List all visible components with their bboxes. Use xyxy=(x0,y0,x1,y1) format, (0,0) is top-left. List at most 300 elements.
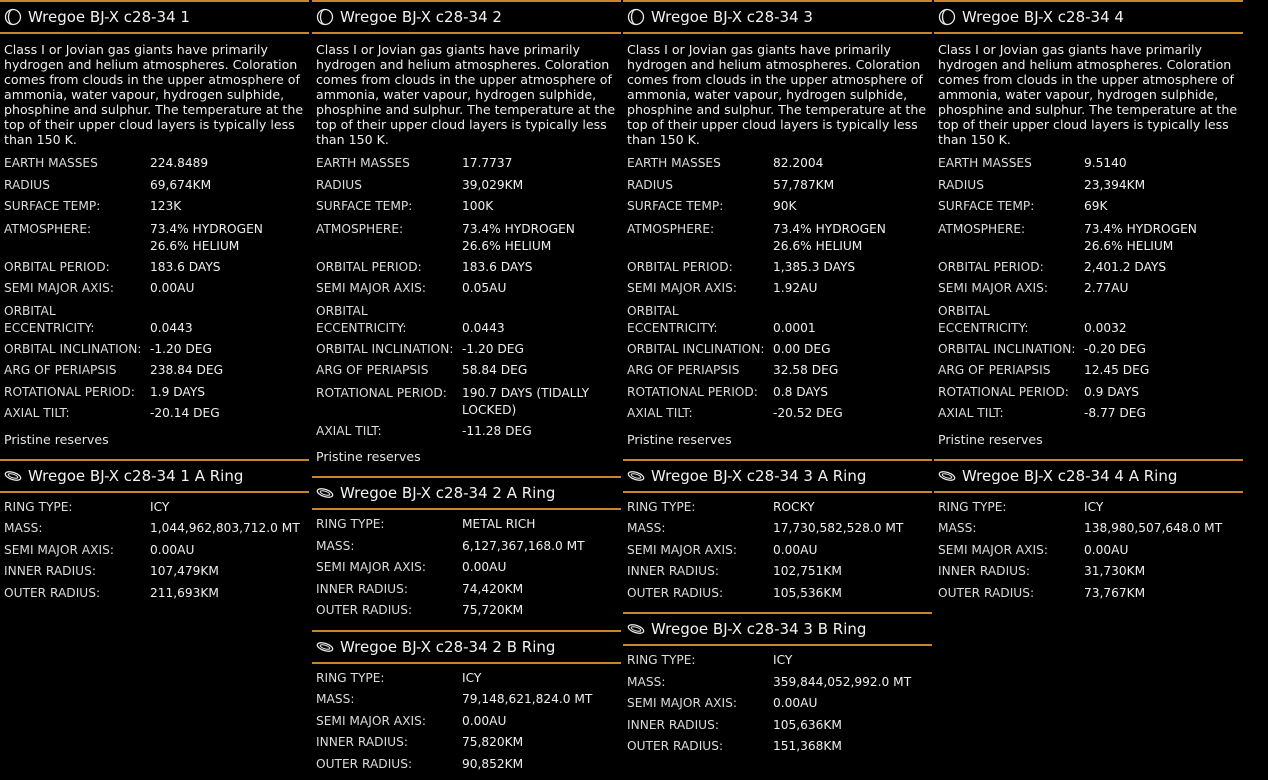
ring-inner-radius-value: 31,730KM xyxy=(1084,564,1146,578)
ring-stats xyxy=(312,514,621,622)
atmosphere-value xyxy=(1084,221,1239,256)
ring-icon xyxy=(316,638,334,656)
planet-description: Class I or Jovian gas giants have primarily hydrogen and helium atmospheres. Coloration comes from clouds in the upper atmosphere of ammonia, water vapour, hydrogen sulphide, phosphine and sulphur. The temperature at the top of their upper cloud layers is typically less than 150 K. xyxy=(4,42,304,147)
ring-header[interactable] xyxy=(623,459,932,493)
orbital-eccentricity-value xyxy=(462,303,617,338)
ring-title: Wregoe BJ-X c28-34 1 A Ring xyxy=(28,466,244,485)
ring-outer-radius-value: 105,536KM xyxy=(773,585,842,600)
planet-panel xyxy=(623,0,932,758)
ring-inner-radius-label: INNER RADIUS: xyxy=(316,581,408,596)
ring-type-label: RING TYPE: xyxy=(316,517,385,531)
semi-major-axis-label: SEMI MAJOR AXIS: xyxy=(938,281,1048,295)
earth-masses-label: EARTH MASSES xyxy=(316,156,410,170)
planet-title: Wregoe BJ-X c28-34 2 xyxy=(340,8,502,26)
surface-temp-row xyxy=(312,196,621,218)
ring-mass-value: 17,730,582,528.0 MT xyxy=(773,521,904,535)
atmosphere-row xyxy=(312,218,621,257)
ring-mass-value: 138,980,507,648.0 MT xyxy=(1084,521,1223,535)
ring-title: Wregoe BJ-X c28-34 4 A Ring xyxy=(962,466,1178,485)
surface-temp-value: 90K xyxy=(773,199,797,213)
ring-type-label: RING TYPE: xyxy=(316,670,385,685)
surface-temp-row xyxy=(934,196,1243,218)
ring-semi-major-axis-row xyxy=(623,693,932,715)
orbital-inclination-value: 0.00 DEG xyxy=(773,341,831,356)
rotational-period-line2: LOCKED) xyxy=(462,403,517,417)
ring-type-label: RING TYPE: xyxy=(627,499,696,514)
planet-stats xyxy=(0,153,309,425)
ring-header[interactable] xyxy=(934,459,1243,493)
atmosphere-value xyxy=(462,221,617,256)
ring-icon xyxy=(316,484,334,502)
ring-semi-major-axis-label: SEMI MAJOR AXIS: xyxy=(938,542,1048,557)
ring-semi-major-axis-value: 0.00AU xyxy=(462,560,507,574)
ring-outer-radius-label: OUTER RADIUS: xyxy=(627,739,724,753)
atmosphere-label: ATMOSPHERE: xyxy=(938,221,1026,236)
ring-inner-radius-value: 102,751KM xyxy=(773,564,842,578)
arg-of-periapsis-value: 32.58 DEG xyxy=(773,363,839,377)
ring-mass-label: MASS: xyxy=(316,692,355,706)
orbital-inclination-label: ORBITAL INCLINATION: xyxy=(4,341,142,356)
radius-value: 69,674KM xyxy=(150,177,212,192)
ring-mass-row xyxy=(312,689,621,711)
ring-outer-radius-label: OUTER RADIUS: xyxy=(627,585,724,600)
orbital-eccentricity-number: 0.0443 xyxy=(150,321,193,335)
ring-mass-value: 79,148,621,824.0 MT xyxy=(462,692,593,706)
ring-semi-major-axis-row xyxy=(0,540,309,562)
planet-description: Class I or Jovian gas giants have primarily hydrogen and helium atmospheres. Coloration comes from clouds in the upper atmosphere of ammonia, water vapour, hydrogen sulphide, phosphine and sulphur. The temperature at the top of their upper cloud layers is typically less than 150 K. xyxy=(627,42,927,147)
axial-tilt-label: AXIAL TILT: xyxy=(316,423,382,438)
radius-label: RADIUS xyxy=(316,177,362,192)
arg-of-periapsis-label: ARG OF PERIAPSIS xyxy=(316,363,429,377)
orbital-eccentricity-number: 0.0032 xyxy=(1084,321,1127,335)
planet-icon xyxy=(938,8,956,26)
ring-icon xyxy=(4,467,22,485)
rotational-period-label: ROTATIONAL PERIOD: xyxy=(4,384,135,399)
orbital-period-row xyxy=(934,257,1243,279)
orbital-inclination-row xyxy=(934,339,1243,361)
surface-temp-value: 69K xyxy=(1084,199,1108,213)
planet-description: Class I or Jovian gas giants have primarily hydrogen and helium atmospheres. Coloration comes from clouds in the upper atmosphere of ammonia, water vapour, hydrogen sulphide, phosphine and sulphur. The temperature at the top of their upper cloud layers is typically less than 150 K. xyxy=(938,42,1238,147)
orbital-eccentricity-label xyxy=(4,303,150,338)
orbital-eccentricity-label-line1: ORBITAL xyxy=(627,303,679,318)
rotational-period-value: 1.9 DAYS xyxy=(150,384,205,399)
planet-stats xyxy=(623,153,932,425)
atmosphere-hydrogen: 73.4% HYDROGEN xyxy=(150,221,263,236)
ring-icon xyxy=(627,467,645,485)
planet-header[interactable] xyxy=(0,0,309,34)
ring-semi-major-axis-row xyxy=(934,540,1243,562)
ring-inner-radius-label: INNER RADIUS: xyxy=(4,564,96,578)
semi-major-axis-value: 0.05AU xyxy=(462,281,507,295)
ring-semi-major-axis-label: SEMI MAJOR AXIS: xyxy=(316,560,426,574)
radius-row xyxy=(623,175,932,197)
ring-inner-radius-label: INNER RADIUS: xyxy=(627,717,719,732)
orbital-period-label: ORBITAL PERIOD: xyxy=(938,259,1044,274)
planet-stats xyxy=(934,153,1243,425)
ring-stats xyxy=(623,497,932,605)
ring-header[interactable] xyxy=(312,476,621,510)
ring-header[interactable] xyxy=(623,612,932,646)
axial-tilt-label: AXIAL TILT: xyxy=(938,406,1004,420)
rotational-period-label: ROTATIONAL PERIOD: xyxy=(938,384,1069,399)
earth-masses-label: EARTH MASSES xyxy=(4,156,98,170)
earth-masses-value: 9.5140 xyxy=(1084,156,1127,170)
earth-masses-row xyxy=(623,153,932,175)
orbital-eccentricity-row xyxy=(0,300,309,339)
ring-type-label: RING TYPE: xyxy=(627,653,696,667)
atmosphere-value xyxy=(150,221,305,256)
planet-icon xyxy=(316,8,334,26)
ring-outer-radius-label: OUTER RADIUS: xyxy=(938,585,1035,600)
ring-type-value: ICY xyxy=(462,670,482,685)
orbital-period-value: 2,401.2 DAYS xyxy=(1084,259,1167,274)
orbital-eccentricity-label xyxy=(316,303,462,338)
orbital-eccentricity-label-line1: ORBITAL xyxy=(316,303,368,318)
atmosphere-helium: 26.6% HELIUM xyxy=(462,239,552,253)
ring-outer-radius-label: OUTER RADIUS: xyxy=(316,603,413,617)
radius-value: 57,787KM xyxy=(773,177,835,192)
atmosphere-label: ATMOSPHERE: xyxy=(627,221,715,236)
ring-panel xyxy=(312,630,621,776)
rotational-period-line1: 190.7 DAYS (TIDALLY xyxy=(462,385,590,400)
orbital-eccentricity-label-line2: ECCENTRICITY: xyxy=(4,321,95,335)
orbital-period-value: 1,385.3 DAYS xyxy=(773,259,856,274)
ring-semi-major-axis-value: 0.00AU xyxy=(462,713,507,728)
ring-type-row xyxy=(623,650,932,672)
ring-mass-label: MASS: xyxy=(627,674,666,689)
orbital-eccentricity-number: 0.0443 xyxy=(462,321,505,335)
axial-tilt-value: -20.52 DEG xyxy=(773,406,843,420)
ring-mass-row xyxy=(623,518,932,540)
ring-mass-row xyxy=(623,672,932,694)
planet-title: Wregoe BJ-X c28-34 4 xyxy=(962,8,1124,26)
orbital-period-value: 183.6 DAYS xyxy=(462,259,533,274)
axial-tilt-label: AXIAL TILT: xyxy=(627,406,693,420)
rotational-period-value xyxy=(462,385,617,420)
earth-masses-label: EARTH MASSES xyxy=(627,156,721,170)
ring-outer-radius-value: 75,720KM xyxy=(462,603,524,617)
ring-outer-radius-row xyxy=(312,754,621,776)
orbital-inclination-row xyxy=(0,339,309,361)
arg-of-periapsis-value: 12.45 DEG xyxy=(1084,363,1150,377)
ring-stats xyxy=(623,650,932,758)
orbital-eccentricity-label-line1: ORBITAL xyxy=(4,303,56,318)
ring-outer-radius-value: 90,852KM xyxy=(462,756,524,771)
radius-row xyxy=(934,175,1243,197)
orbital-period-row xyxy=(623,257,932,279)
ring-inner-radius-label: INNER RADIUS: xyxy=(316,735,408,749)
atmosphere-hydrogen: 73.4% HYDROGEN xyxy=(462,221,575,236)
ring-type-row xyxy=(934,497,1243,519)
ring-inner-radius-value: 105,636KM xyxy=(773,717,842,732)
ring-mass-label: MASS: xyxy=(316,538,355,553)
orbital-eccentricity-label xyxy=(627,303,773,338)
ring-header[interactable] xyxy=(312,630,621,664)
ring-type-value: ICY xyxy=(150,499,170,514)
surface-temp-label: SURFACE TEMP: xyxy=(316,199,413,213)
ring-semi-major-axis-row xyxy=(312,557,621,579)
ring-inner-radius-label: INNER RADIUS: xyxy=(938,564,1030,578)
ring-stats xyxy=(934,497,1243,605)
radius-value: 39,029KM xyxy=(462,177,524,192)
orbital-inclination-row xyxy=(312,339,621,361)
radius-label: RADIUS xyxy=(627,177,673,192)
atmosphere-row xyxy=(0,218,309,257)
arg-of-periapsis-row xyxy=(0,360,309,382)
semi-major-axis-label: SEMI MAJOR AXIS: xyxy=(627,281,737,295)
rotational-period-value: 0.8 DAYS xyxy=(773,384,828,399)
rotational-period-value: 0.9 DAYS xyxy=(1084,384,1139,399)
semi-major-axis-label: SEMI MAJOR AXIS: xyxy=(316,281,426,295)
orbital-eccentricity-row xyxy=(312,300,621,339)
orbital-period-value: 183.6 DAYS xyxy=(150,259,221,274)
ring-type-row xyxy=(0,497,309,519)
ring-type-row xyxy=(312,668,621,690)
planet-header[interactable] xyxy=(312,0,621,34)
ring-panel xyxy=(623,459,932,605)
ring-inner-radius-value: 75,820KM xyxy=(462,735,524,749)
earth-masses-row xyxy=(0,153,309,175)
orbital-inclination-label: ORBITAL INCLINATION: xyxy=(938,341,1076,356)
atmosphere-value xyxy=(773,221,928,256)
orbital-eccentricity-label xyxy=(938,303,1084,338)
ring-inner-radius-value: 107,479KM xyxy=(150,564,219,578)
surface-temp-label: SURFACE TEMP: xyxy=(627,199,724,213)
orbital-eccentricity-row xyxy=(934,300,1243,339)
surface-temp-value: 100K xyxy=(462,199,494,213)
ring-mass-value: 6,127,367,168.0 MT xyxy=(462,538,585,553)
planet-stats xyxy=(312,153,621,442)
surface-temp-row xyxy=(623,196,932,218)
ring-mass-row xyxy=(934,518,1243,540)
rotational-period-row xyxy=(934,382,1243,404)
orbital-inclination-value: -1.20 DEG xyxy=(462,341,524,356)
ring-semi-major-axis-row xyxy=(312,711,621,733)
earth-masses-value: 82.2004 xyxy=(773,156,824,170)
ring-type-value: METAL RICH xyxy=(462,517,536,531)
arg-of-periapsis-label: ARG OF PERIAPSIS xyxy=(938,363,1051,377)
rotational-period-label: ROTATIONAL PERIOD: xyxy=(627,384,758,399)
ring-type-row xyxy=(623,497,932,519)
planet-header[interactable] xyxy=(934,0,1243,34)
reserves-note: Pristine reserves xyxy=(4,431,109,447)
axial-tilt-row xyxy=(312,421,621,443)
ring-outer-radius-value: 73,767KM xyxy=(1084,585,1146,600)
atmosphere-helium: 26.6% HELIUM xyxy=(1084,239,1174,253)
ring-panel xyxy=(623,612,932,758)
ring-outer-radius-value: 211,693KM xyxy=(150,585,219,600)
ring-type-value: ICY xyxy=(1084,499,1104,514)
orbital-eccentricity-label-line2: ECCENTRICITY: xyxy=(938,321,1029,335)
radius-label: RADIUS xyxy=(4,177,50,192)
arg-of-periapsis-row xyxy=(312,360,621,382)
ring-semi-major-axis-label: SEMI MAJOR AXIS: xyxy=(316,713,426,728)
ring-type-label: RING TYPE: xyxy=(938,499,1007,514)
radius-value: 23,394KM xyxy=(1084,177,1146,192)
ring-semi-major-axis-value: 0.00AU xyxy=(773,696,818,710)
surface-temp-label: SURFACE TEMP: xyxy=(4,199,101,213)
ring-mass-value: 359,844,052,992.0 MT xyxy=(773,674,912,689)
ring-inner-radius-label: INNER RADIUS: xyxy=(627,564,719,578)
ring-semi-major-axis-label: SEMI MAJOR AXIS: xyxy=(627,542,737,557)
semi-major-axis-row xyxy=(934,278,1243,300)
ring-title: Wregoe BJ-X c28-34 2 B Ring xyxy=(340,637,556,656)
ring-semi-major-axis-value: 0.00AU xyxy=(1084,542,1129,557)
ring-outer-radius-row xyxy=(934,583,1243,605)
earth-masses-value: 17.7737 xyxy=(462,156,513,170)
orbital-inclination-value: -1.20 DEG xyxy=(150,341,212,356)
planet-panel xyxy=(934,0,1243,604)
ring-outer-radius-row xyxy=(623,736,932,758)
ring-semi-major-axis-label: SEMI MAJOR AXIS: xyxy=(627,696,737,710)
planet-header[interactable] xyxy=(623,0,932,34)
atmosphere-hydrogen: 73.4% HYDROGEN xyxy=(1084,221,1197,236)
ring-inner-radius-value: 74,420KM xyxy=(462,581,524,596)
radius-label: RADIUS xyxy=(938,177,984,192)
ring-outer-radius-row xyxy=(312,600,621,622)
ring-semi-major-axis-value: 0.00AU xyxy=(150,542,195,557)
ring-icon xyxy=(627,620,645,638)
ring-inner-radius-row xyxy=(623,715,932,737)
ring-mass-value: 1,044,962,803,712.0 MT xyxy=(150,521,300,535)
atmosphere-row xyxy=(934,218,1243,257)
atmosphere-helium: 26.6% HELIUM xyxy=(773,239,863,253)
semi-major-axis-row xyxy=(623,278,932,300)
axial-tilt-value: -20.14 DEG xyxy=(150,406,220,420)
axial-tilt-label: AXIAL TILT: xyxy=(4,406,70,420)
orbital-inclination-label: ORBITAL INCLINATION: xyxy=(316,341,454,356)
orbital-eccentricity-row xyxy=(623,300,932,339)
semi-major-axis-value: 0.00AU xyxy=(150,281,195,295)
ring-type-value: ICY xyxy=(773,653,793,667)
ring-inner-radius-row xyxy=(623,561,932,583)
arg-of-periapsis-label: ARG OF PERIAPSIS xyxy=(627,363,740,377)
rotational-period-row xyxy=(0,382,309,404)
ring-inner-radius-row xyxy=(312,579,621,601)
reserves-note: Pristine reserves xyxy=(627,431,732,447)
rotational-period-label: ROTATIONAL PERIOD: xyxy=(316,385,447,400)
ring-icon xyxy=(938,467,956,485)
orbital-inclination-label: ORBITAL INCLINATION: xyxy=(627,341,765,356)
ring-semi-major-axis-row xyxy=(623,540,932,562)
orbital-eccentricity-value xyxy=(1084,303,1239,338)
planet-panel xyxy=(0,0,309,604)
orbital-period-row xyxy=(312,257,621,279)
ring-mass-label: MASS: xyxy=(4,521,43,535)
ring-type-row xyxy=(312,514,621,536)
ring-type-value: ROCKY xyxy=(773,499,815,514)
rotational-period-row xyxy=(312,382,621,421)
rotational-period-row xyxy=(623,382,932,404)
earth-masses-row xyxy=(934,153,1243,175)
semi-major-axis-row xyxy=(312,278,621,300)
ring-semi-major-axis-value: 0.00AU xyxy=(773,542,818,557)
semi-major-axis-value: 2.77AU xyxy=(1084,281,1129,295)
ring-inner-radius-row xyxy=(934,561,1243,583)
reserves-note: Pristine reserves xyxy=(316,449,421,464)
radius-row xyxy=(0,175,309,197)
ring-inner-radius-row xyxy=(312,732,621,754)
ring-panel xyxy=(312,476,621,622)
ring-type-label: RING TYPE: xyxy=(4,499,73,514)
ring-header[interactable] xyxy=(0,459,309,493)
orbital-period-label: ORBITAL PERIOD: xyxy=(316,259,422,274)
axial-tilt-row xyxy=(623,403,932,425)
earth-masses-label: EARTH MASSES xyxy=(938,156,1032,170)
orbital-eccentricity-label-line2: ECCENTRICITY: xyxy=(316,321,407,335)
planet-description: Class I or Jovian gas giants have primarily hydrogen and helium atmospheres. Coloration comes from clouds in the upper atmosphere of ammonia, water vapour, hydrogen sulphide, phosphine and sulphur. The temperature at the top of their upper cloud layers is typically less than 150 K. xyxy=(316,42,616,147)
ring-title: Wregoe BJ-X c28-34 2 A Ring xyxy=(340,484,556,502)
orbital-eccentricity-value xyxy=(150,303,305,338)
ring-outer-radius-label: OUTER RADIUS: xyxy=(316,756,413,771)
ring-stats xyxy=(312,668,621,776)
atmosphere-helium: 26.6% HELIUM xyxy=(150,239,240,253)
ring-mass-row xyxy=(0,518,309,540)
surface-temp-value: 123K xyxy=(150,199,182,213)
atmosphere-label: ATMOSPHERE: xyxy=(316,221,404,236)
ring-title: Wregoe BJ-X c28-34 3 B Ring xyxy=(651,620,867,638)
surface-temp-row xyxy=(0,196,309,218)
axial-tilt-value: -8.77 DEG xyxy=(1084,406,1146,420)
ring-title: Wregoe BJ-X c28-34 3 A Ring xyxy=(651,466,867,485)
semi-major-axis-value: 1.92AU xyxy=(773,281,818,295)
orbital-period-row xyxy=(0,257,309,279)
orbital-eccentricity-value xyxy=(773,303,928,338)
earth-masses-row xyxy=(312,153,621,175)
arg-of-periapsis-value: 238.84 DEG xyxy=(150,363,224,377)
ring-inner-radius-row xyxy=(0,561,309,583)
planet-icon xyxy=(627,8,645,26)
semi-major-axis-row xyxy=(0,278,309,300)
planet-title: Wregoe BJ-X c28-34 1 xyxy=(28,8,190,26)
atmosphere-label: ATMOSPHERE: xyxy=(4,221,92,236)
ring-stats xyxy=(0,497,309,605)
arg-of-periapsis-value: 58.84 DEG xyxy=(462,363,528,377)
ring-outer-radius-row xyxy=(623,583,932,605)
semi-major-axis-label: SEMI MAJOR AXIS: xyxy=(4,281,114,295)
orbital-period-label: ORBITAL PERIOD: xyxy=(627,259,733,274)
orbital-eccentricity-label-line1: ORBITAL xyxy=(938,303,990,318)
orbital-inclination-value: -0.20 DEG xyxy=(1084,341,1146,356)
atmosphere-hydrogen: 73.4% HYDROGEN xyxy=(773,221,886,236)
orbital-eccentricity-number: 0.0001 xyxy=(773,321,816,335)
earth-masses-value: 224.8489 xyxy=(150,156,209,170)
ring-outer-radius-value: 151,368KM xyxy=(773,739,842,753)
radius-row xyxy=(312,175,621,197)
orbital-inclination-row xyxy=(623,339,932,361)
ring-semi-major-axis-label: SEMI MAJOR AXIS: xyxy=(4,542,114,557)
ring-mass-row xyxy=(312,536,621,558)
arg-of-periapsis-row xyxy=(623,360,932,382)
ring-mass-label: MASS: xyxy=(627,521,666,535)
planet-icon xyxy=(4,8,22,26)
atmosphere-row xyxy=(623,218,932,257)
axial-tilt-row xyxy=(0,403,309,425)
orbital-eccentricity-label-line2: ECCENTRICITY: xyxy=(627,321,718,335)
ring-outer-radius-row xyxy=(0,583,309,605)
ring-panel xyxy=(934,459,1243,605)
planet-title: Wregoe BJ-X c28-34 3 xyxy=(651,8,813,26)
ring-panel xyxy=(0,459,309,605)
planet-panel xyxy=(312,0,621,775)
orbital-period-label: ORBITAL PERIOD: xyxy=(4,259,110,274)
arg-of-periapsis-row xyxy=(934,360,1243,382)
arg-of-periapsis-label: ARG OF PERIAPSIS xyxy=(4,363,117,377)
axial-tilt-row xyxy=(934,403,1243,425)
surface-temp-label: SURFACE TEMP: xyxy=(938,199,1035,213)
reserves-note: Pristine reserves xyxy=(938,431,1043,447)
ring-outer-radius-label: OUTER RADIUS: xyxy=(4,585,101,600)
